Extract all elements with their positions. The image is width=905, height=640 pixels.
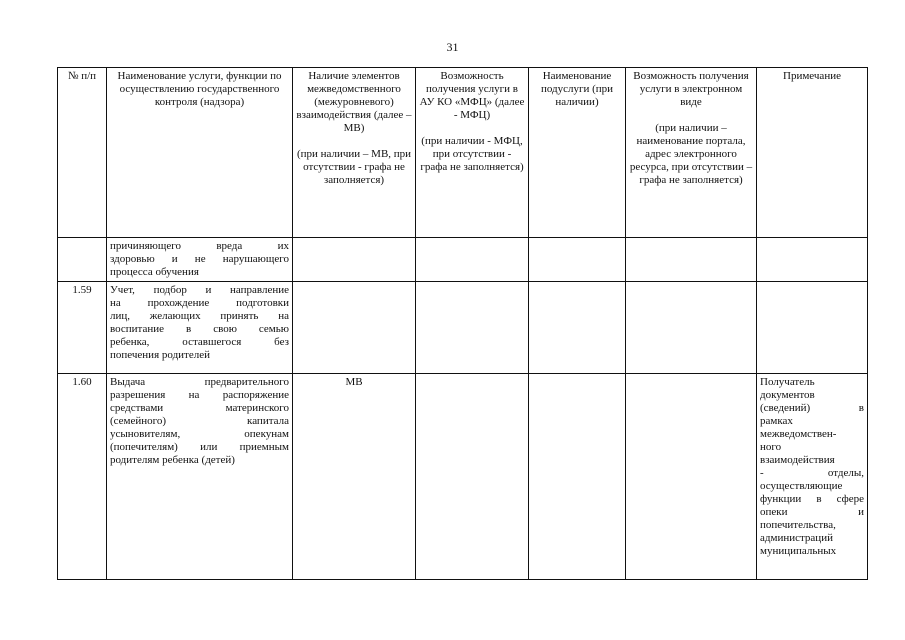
col-mfc-header — [416, 68, 529, 238]
table-row — [58, 282, 868, 374]
text-line: Выдача предварительного — [110, 376, 289, 388]
mv-cell: МВ — [293, 374, 416, 580]
text-line: процесса обучения — [110, 266, 199, 278]
text-line: здоровью и не нарушающего — [110, 253, 289, 265]
text-line: ного — [760, 441, 782, 453]
page-number: 31 — [446, 40, 459, 54]
mfc-cell — [416, 374, 529, 580]
text-line: осуществляющие — [760, 480, 843, 492]
row-number: 1.60 — [58, 374, 107, 580]
text-line: Получатель — [760, 376, 815, 388]
header-main-text: Примечание — [783, 70, 841, 82]
subservice-cell — [529, 238, 626, 282]
text-line: (семейного) капитала — [110, 415, 289, 427]
text-line: ребенка, оставшегося без — [110, 336, 289, 348]
text-line: усыновителям, опекунам — [110, 428, 289, 440]
text-line: причиняющего вреда их — [110, 240, 289, 252]
service-name-cell — [107, 374, 293, 580]
header-main-text: Наименование услуги, функции по осуществлению государственного контроля (надзора) — [117, 70, 282, 108]
col-service-name-header — [107, 68, 293, 238]
text-line: средствами материнского — [110, 402, 289, 414]
mfc-cell — [416, 238, 529, 282]
header-sub-text: (при наличии - МФЦ, при отсутствии - графа не заполняется) — [420, 135, 524, 173]
text-line: воспитание в свою семью — [110, 323, 289, 335]
header-main-text: № п/п — [67, 70, 97, 82]
header-main-text: Наличие элементов межведомственного (межуровневого) взаимодействия (далее – МВ) — [296, 70, 412, 134]
table-row — [58, 238, 868, 282]
text-line: родителям ребенка (детей) — [110, 454, 235, 466]
text-line: - отделы, — [760, 467, 864, 479]
text-line: попечения родителей — [110, 349, 210, 361]
note-cell — [757, 374, 868, 580]
note-cell — [757, 238, 868, 282]
mv-cell — [293, 282, 416, 374]
subservice-cell — [529, 282, 626, 374]
service-name-cell — [107, 282, 293, 374]
subservice-cell — [529, 374, 626, 580]
services-table — [57, 67, 868, 580]
col-note-header — [757, 68, 868, 238]
text-line: (попечителям) или приемным — [110, 441, 289, 453]
electronic-cell — [626, 374, 757, 580]
header-main-text: Возможность получения услуги в АУ КО «МФЦ» (далее - МФЦ) — [419, 70, 525, 121]
service-name-cell — [107, 238, 293, 282]
text-line: функции в сфере — [760, 493, 864, 505]
text-line: муниципальных — [760, 545, 837, 557]
header-main-text: Возможность получения услуги в электронном виде — [633, 70, 749, 108]
text-line: на прохождение подготовки — [110, 297, 289, 309]
mfc-cell — [416, 282, 529, 374]
text-line: взаимодействия — [760, 454, 835, 466]
table-header-row — [58, 68, 868, 238]
row-number: 1.59 — [58, 282, 107, 374]
col-mv-header — [293, 68, 416, 238]
electronic-cell — [626, 282, 757, 374]
mv-cell — [293, 238, 416, 282]
header-sub-text: (при наличии – МВ, при отсутствии - графа не заполняется) — [296, 148, 412, 186]
text-line: администраций — [760, 532, 833, 544]
text-line: лиц, желающих принять на — [110, 310, 289, 322]
col-subservice-header — [529, 68, 626, 238]
text-line: опеки и — [760, 506, 864, 518]
header-main-text: Наименование подуслуги (при наличии) — [540, 70, 614, 108]
header-sub-text: (при наличии – наименование портала, адрес электронного ресурса, при отсутствии – графа не заполняется) — [629, 122, 753, 186]
text-line: (сведений) в — [760, 402, 864, 414]
electronic-cell — [626, 238, 757, 282]
text-line: рамках — [760, 415, 793, 427]
text-line: Учет, подбор и направление — [110, 284, 289, 296]
text-line: разрешения на распоряжение — [110, 389, 289, 401]
row-number — [58, 238, 107, 282]
col-num-header — [58, 68, 107, 238]
note-cell — [757, 282, 868, 374]
text-line: попечительства, — [760, 519, 836, 531]
text-line: межведомствен- — [760, 428, 837, 440]
col-electronic-header — [626, 68, 757, 238]
text-line: документов — [760, 389, 815, 401]
table-row — [58, 374, 868, 580]
